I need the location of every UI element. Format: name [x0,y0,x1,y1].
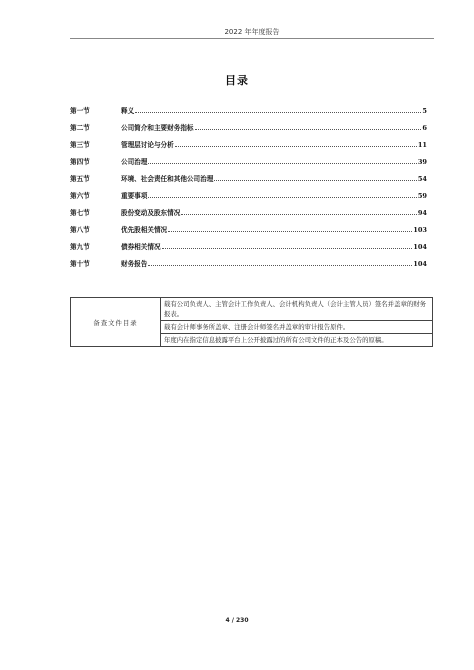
toc-entry-number: 第二节 [70,124,90,132]
running-header: 2022 年年度报告 [224,28,280,36]
reference-document-item: 载有会计师事务所盖章、注册会计师签名并盖章的审计报告原件。 [161,321,433,334]
toc-entry-5[interactable] [70,166,427,183]
toc-leader-dots [148,163,416,164]
reference-document-item: 载有公司负责人、主管会计工作负责人、会计机构负责人（会计主管人员）签名并盖章的财务报表。 [161,298,433,321]
toc-leader-dots [135,112,421,113]
toc-entry-page: 94 [417,209,427,217]
toc-entry-1[interactable] [70,98,427,115]
toc-entry-4[interactable] [70,149,427,166]
toc-entry-number: 第九节 [70,243,90,251]
header-divider [70,38,434,39]
toc-entry-2[interactable] [70,115,427,132]
toc-leader-dots [181,214,416,215]
toc-entry-6[interactable] [70,183,427,200]
toc-entry-number: 第十节 [70,260,90,268]
toc-leader-dots [214,180,417,181]
toc-entry-number: 第六节 [70,192,90,200]
toc-entry-page: 5 [422,107,427,115]
toc-entry-number: 第一节 [70,107,90,115]
toc-entry-page: 103 [413,226,427,234]
toc-leader-dots [148,265,412,266]
toc-entry-number: 第七节 [70,209,90,217]
toc-entry-9[interactable] [70,234,427,251]
toc-entry-10[interactable] [70,251,427,268]
toc-entry-title: 环境、社会责任和其他公司治理 [121,175,214,183]
toc-entry-page: 104 [413,260,427,268]
toc-entry-page: 39 [417,158,427,166]
toc-entry-3[interactable] [70,132,427,149]
table-of-contents [70,98,427,268]
toc-entry-number: 第五节 [70,175,90,183]
page-number: 4 / 230 [225,617,249,624]
toc-entry-title: 股份变动及股东情况 [121,209,181,217]
toc-entry-number: 第八节 [70,226,90,234]
toc-entry-number: 第四节 [70,158,90,166]
toc-leader-dots [175,146,417,147]
toc-leader-dots [162,248,413,249]
toc-entry-title: 债券相关情况 [121,243,161,251]
table-row [71,298,433,321]
reference-document-item: 年度内在指定信息披露平台上公开披露过的所有公司文件的正本及公告的原稿。 [161,334,433,347]
toc-entry-page: 54 [417,175,427,183]
reference-documents-label: 备查文件目录 [71,298,161,347]
toc-leader-dots [168,231,412,232]
toc-title: 目录 [225,74,249,87]
toc-entry-7[interactable] [70,200,427,217]
toc-entry-page: 6 [422,124,427,132]
toc-entry-title: 公司简介和主要财务指标 [121,124,194,132]
toc-leader-dots [195,129,422,130]
toc-entry-title: 释义 [121,107,135,115]
toc-entry-title: 重要事项 [121,192,148,200]
toc-entry-title: 管理层讨论与分析 [121,141,174,149]
toc-entry-page: 59 [417,192,427,200]
reference-documents-table [70,297,433,347]
toc-entry-title: 优先股相关情况 [121,226,168,234]
toc-entry-title: 公司治理 [121,158,148,166]
toc-entry-page: 104 [413,243,427,251]
toc-entry-8[interactable] [70,217,427,234]
toc-entry-page: 11 [417,141,427,149]
toc-entry-title: 财务报告 [121,260,148,268]
toc-entry-number: 第三节 [70,141,90,149]
toc-leader-dots [148,197,416,198]
